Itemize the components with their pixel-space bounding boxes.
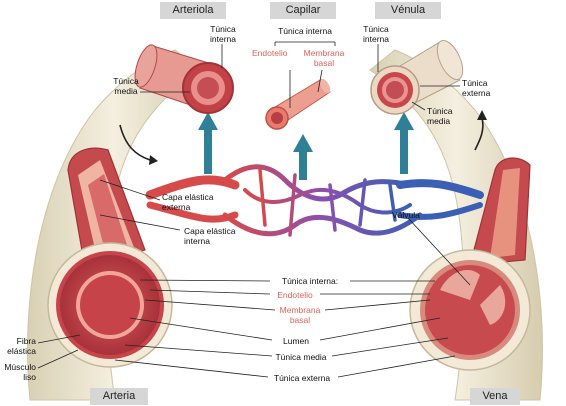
label-capa-elastica-externa: Capa elástica externa — [162, 192, 214, 212]
title-venula: Vénula — [375, 2, 441, 19]
label-center-endotelio: Endotelio — [277, 290, 313, 300]
capillary-tube — [266, 77, 332, 129]
title-arteriola: Arteriola — [160, 2, 226, 19]
label-capilar-tunica-interna: Túnica interna — [278, 26, 332, 36]
left-flow-arrowhead — [149, 155, 158, 165]
label-center-tunica-interna: Túnica interna: — [281, 276, 339, 286]
label-arteriola-tunica-interna: Túnica interna — [210, 24, 236, 44]
label-capilar-membrana-basal: Membrana basal — [303, 48, 345, 68]
label-center-lumen: Lumen — [283, 336, 309, 346]
title-capilar: Capilar — [270, 2, 336, 19]
label-center-membrana-basal: Membrana basal — [279, 305, 321, 325]
label-valvula: Válvula — [392, 210, 420, 220]
label-venula-tunica-externa: Túnica externa — [462, 78, 491, 98]
label-venula-tunica-media: Túnica media — [427, 106, 453, 126]
label-arteriola-tunica-media: Túnica media — [113, 76, 139, 96]
label-capilar-endotelio: Endotelio — [252, 48, 288, 58]
title-vena: Vena — [470, 388, 520, 405]
label-fibra-elastica: Fibra elástica — [7, 336, 36, 356]
label-capa-elastica-interna: Capa elástica interna — [184, 226, 236, 246]
label-center-tunica-media: Túnica media — [275, 352, 327, 362]
label-musculo-liso: Músculo liso — [4, 362, 36, 382]
label-venula-tunica-interna: Túnica interna — [363, 24, 389, 44]
zoom-arrows — [198, 112, 414, 180]
label-center-tunica-externa: Túnica externa — [273, 373, 331, 383]
title-arteria: Arteria — [90, 388, 148, 405]
